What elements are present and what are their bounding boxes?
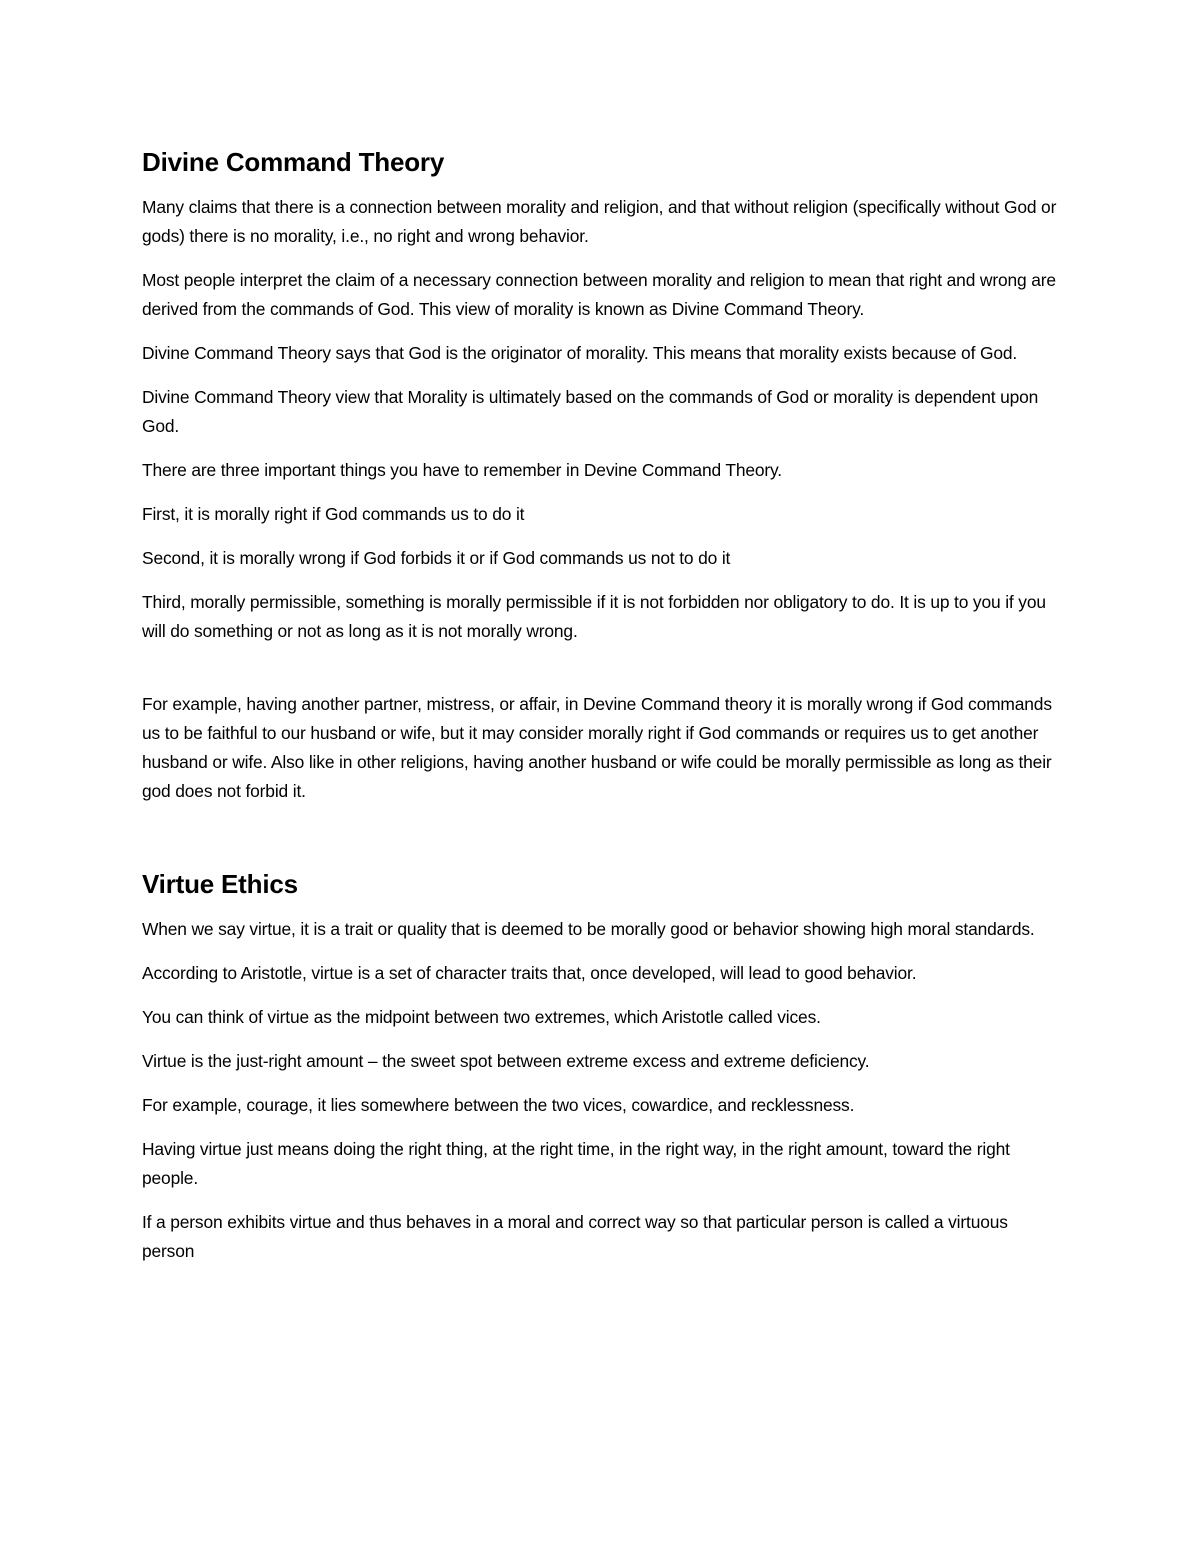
paragraph: Second, it is morally wrong if God forbids it or if God commands us not to do it	[142, 548, 731, 568]
paragraph: According to Aristotle, virtue is a set of character traits that, once developed, will lead to good behavior.	[142, 963, 917, 983]
paragraph: For example, courage, it lies somewhere between the two vices, cowardice, and recklessness.	[142, 1095, 855, 1115]
paragraph: When we say virtue, it is a trait or quality that is deemed to be morally good or behavior showing high moral standards.	[142, 919, 1035, 939]
paragraph: Most people interpret the claim of a necessary connection between morality and religion to mean that right and wrong are derived from the commands of God. This view of morality is known as Divine Command Theory.	[142, 270, 1056, 319]
section-heading-divine-command-theory: Divine Command Theory	[142, 147, 445, 177]
paragraph: If a person exhibits virtue and thus behaves in a moral and correct way so that particular person is called a virtuous person	[142, 1212, 1008, 1261]
paragraph: First, it is morally right if God commands us to do it	[142, 504, 525, 524]
paragraph: There are three important things you have to remember in Devine Command Theory.	[142, 460, 782, 480]
blank-line	[142, 821, 1057, 864]
paragraph: Divine Command Theory view that Morality is ultimately based on the commands of God or morality is dependent upon God.	[142, 387, 1039, 436]
paragraph: Virtue is the just-right amount – the sweet spot between extreme excess and extreme deficiency.	[142, 1051, 870, 1071]
blank-line	[142, 661, 1057, 690]
paragraph: Many claims that there is a connection between morality and religion, and that without religion (specifically without God or gods) there is no morality, i.e., no right and wrong behavior.	[142, 197, 1057, 246]
paragraph: Third, morally permissible, something is morally permissible if it is not forbidden nor obligatory to do. It is up to you if you will do something or not as long as it is not morally wrong.	[142, 592, 1046, 641]
document-page	[142, 142, 1057, 1281]
paragraph: You can think of virtue as the midpoint between two extremes, which Aristotle called vices.	[142, 1007, 821, 1027]
paragraph: Divine Command Theory says that God is the originator of morality. This means that morality exists because of God.	[142, 343, 1018, 363]
section-heading-virtue-ethics: Virtue Ethics	[142, 869, 298, 899]
paragraph: Having virtue just means doing the right thing, at the right time, in the right way, in the right amount, toward the right people.	[142, 1139, 1010, 1188]
paragraph-example: For example, having another partner, mistress, or affair, in Devine Command theory it is morally wrong if God commands us to be faithful to our husband or wife, but it may consider morally right if God commands or requires us to get another husband or wife. Also like in other religions, having another husband or wife could be morally permissible as long as their god does not forbid it.	[142, 694, 1052, 801]
